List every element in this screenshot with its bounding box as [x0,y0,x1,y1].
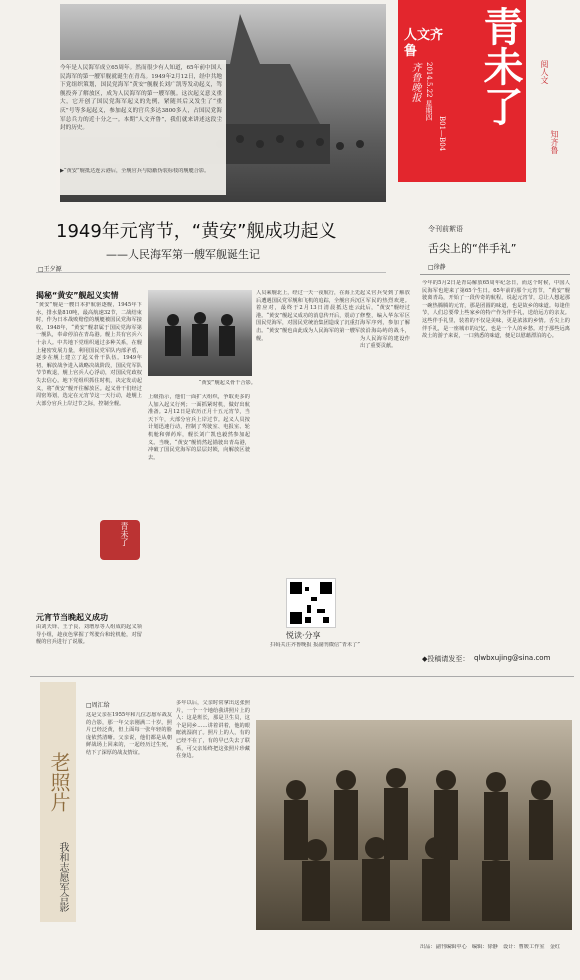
section-heading-1: 揭秘“黄安”舰起义实情 [36,291,119,300]
article-col-2: 上级指示，他们一面扩大组织，争取更多的人加入起义行列；一面抓紧时机，做好出航准备。2月12日是农历正月十五元宵节，当天下午，大部分官兵上岸过节。起义人员按计划迅速行动，控制了驾驶室、电报室、轮机舱和弹药库，舰长刘广凯也毅然参加起义。当晚，“黄安”舰悄然起锚驶出青岛港，冲破了国民党海军的层层封锁，向解放区驶去。 [148,394,250,461]
masthead-column: 人文齐鲁 [404,28,444,59]
oldphoto-banner [40,682,76,922]
article-col-1b: 由刘天铎、王子良、刘增厚等人组成的起义领导小组，趁夜色掌握了驾驶台和轮机舱，对留舰的官兵进行了说服。 [36,624,142,646]
section-divider [30,676,574,677]
intro-textbox [56,60,226,195]
oldphoto-text-1: 这是父亲在1955年和几位志愿军战友的合影，那一年父亲刚满二十岁。照片已经泛黄，但上面每一张年轻的脸庞依然清晰。父亲说，他们都是从朝鲜战场上回来的，一起经历过生死，结下了深厚的战友情谊。 [86,712,172,756]
oldphoto-text-2: 多年以后，父亲时常拿出这张照片，一个一个地给我讲照片上的人：这是班长，那是卫生员，这个是同乡……讲着讲着，他的眼眶就湿润了。照片上的人，有的已经不在了，有的早已失去了联系，可父亲始终把这张照片珍藏在身边。 [176,700,250,760]
submit-email[interactable]: qlwbxujing@sina.com [474,654,551,662]
oldphoto-vertical-title: 老照片 [47,752,71,812]
masthead-tag-2: 知齐鲁 [550,130,559,154]
masthead [398,0,526,182]
article-col-4: 起义官兵受到了解放区军民的热烈欢迎。此后，“黄安”舰经过修整，编入华东军区海军序列，参加了解放沿海岛屿的战斗，为人民海军的建设作出了重要贡献。 [360,290,410,350]
column-rule [420,274,570,275]
qr-code[interactable] [286,578,336,628]
oldphoto-group-photo [256,720,572,930]
section-heading-2: 元宵节当晚起义成功 [36,613,108,622]
submit-label: ◆投稿请发至： [422,655,470,663]
decor-badge-label: 青未了 [120,522,129,546]
byline: □王夕源 [38,266,62,273]
qr-label: 悦读·分享 [286,631,321,640]
masthead-paper-logo: 齐鲁晚报 [409,62,420,102]
headline-title: 1949年元宵节，“黄安”舰成功起义 [56,221,337,242]
masthead-title: 青未了 [477,6,523,126]
oldphoto-author: □周汇给 [86,702,110,709]
crew-photo [148,290,252,376]
masthead-pages: B01—B04 [438,116,446,152]
column-header: 令刊前絮语 [428,225,463,233]
column-title: 舌尖上的“伴手礼” [428,242,517,255]
qr-hint: 扫码关注齐鲁晚报 报副刊微信“青未了” [270,642,360,648]
article-col-1: “黄安”舰是一艘日本护航驱逐舰，1945年下水，排水量810吨，最高航速32节，二战结束时，作为日本战败赔偿的舰艇被国民党海军接收。1948年，“黄安”舰隶属于国民党海军第一舰队，奉命停泊在青岛港。舰上共有官兵六十余人。中共地下党组织通过多种关系，在舰上秘密发展力量，利用国民党军队内部矛盾，逐步在舰上建立了起义骨干队伍。1949年初，解放战争进入战略决战阶段，国民党军队节节败退，舰上官兵人心浮动，对国民党政权失去信心。地下党组织抓住时机，决定发动起义，将“黄安”舰开往解放区。起义骨干们经过周密筹划，选定在元宵节这一天行动，趁舰上大部分官兵上岸过节之际，控制全舰。 [36,302,142,407]
footer-credits: 出品：副刊编辑中心 编辑：徐静 设计：曹媛工作室 金红 [420,944,561,950]
masthead-date: 2014.5.22 星期四 [425,62,433,121]
headline-subtitle: ——人民海军第一艘军舰诞生记 [106,248,260,261]
crew-photo-caption: “黄安”舰起义骨干合影。 [198,380,256,386]
column-author: □徐静 [428,264,446,271]
intro-text: 今年是人民海军成立65周年。然而很少有人知道，65年前中国人民海军的第一艘军舰就诞生在青岛。1949年2月12日，经中共地下党组织策划，国民党海军“黄安”舰舰长刘广凯等发动起义，驾舰投奔了解放区，成为人民海军的第一艘军舰。这次起义意义重大，它开创了国民党海军起义的先例，紧随其后又发生了“重庆”号等多起起义，参加起义的官兵多达3800多人，占国民党海军总兵力的近十分之一。本期“人文齐鲁”，我们就来讲述这段尘封的历史。 [60,65,222,132]
oldphoto-subtitle: 我和志愿军合影 [57,842,68,912]
masthead-tag-1: 阅人文 [540,60,549,84]
article-col-3: 人员乘舰北上，经过一天一夜航行，在海上先后遭遇国民党军舰和飞机的追踪，全舰官兵沉着应对，最终于2月13日清晨抵达连云港。“黄安”舰起义成功的消息传开后，震动了国民党海军，对国民党统治集团造成了沉重打击。“黄安”舰也由此成为人民海军的第一艘军舰。 [256,290,360,342]
headline-rule [36,272,386,273]
column-body: 今年的5月2日是青岛解放65周年纪念日，而这个时候，中国人民海军也迎来了第65个生日。65年前的那个元宵节，“黄安”舰驶离青岛，开始了一段传奇的航程。说起元宵节，总让人想起那一碗热腾腾的元宵，那是团圆的味道，也是故乡的味道。每逢佳节，人们总要带上些家乡的特产作为伴手礼，送给远方的亲友。这些伴手礼里，装着的不仅是美味，更是浓浓的乡情。舌尖上的伴手礼，是一座城市的记忆，也是一个人的乡愁。对于那些远离故土的游子来说，一口熟悉的味道，便足以慰藉漂泊的心。 [422,280,570,340]
intro-caption: ▶“黄安”舰抵达连云港后，全舰官兵与隐蔽伪装标枝的舰艇合影。 [60,168,210,174]
